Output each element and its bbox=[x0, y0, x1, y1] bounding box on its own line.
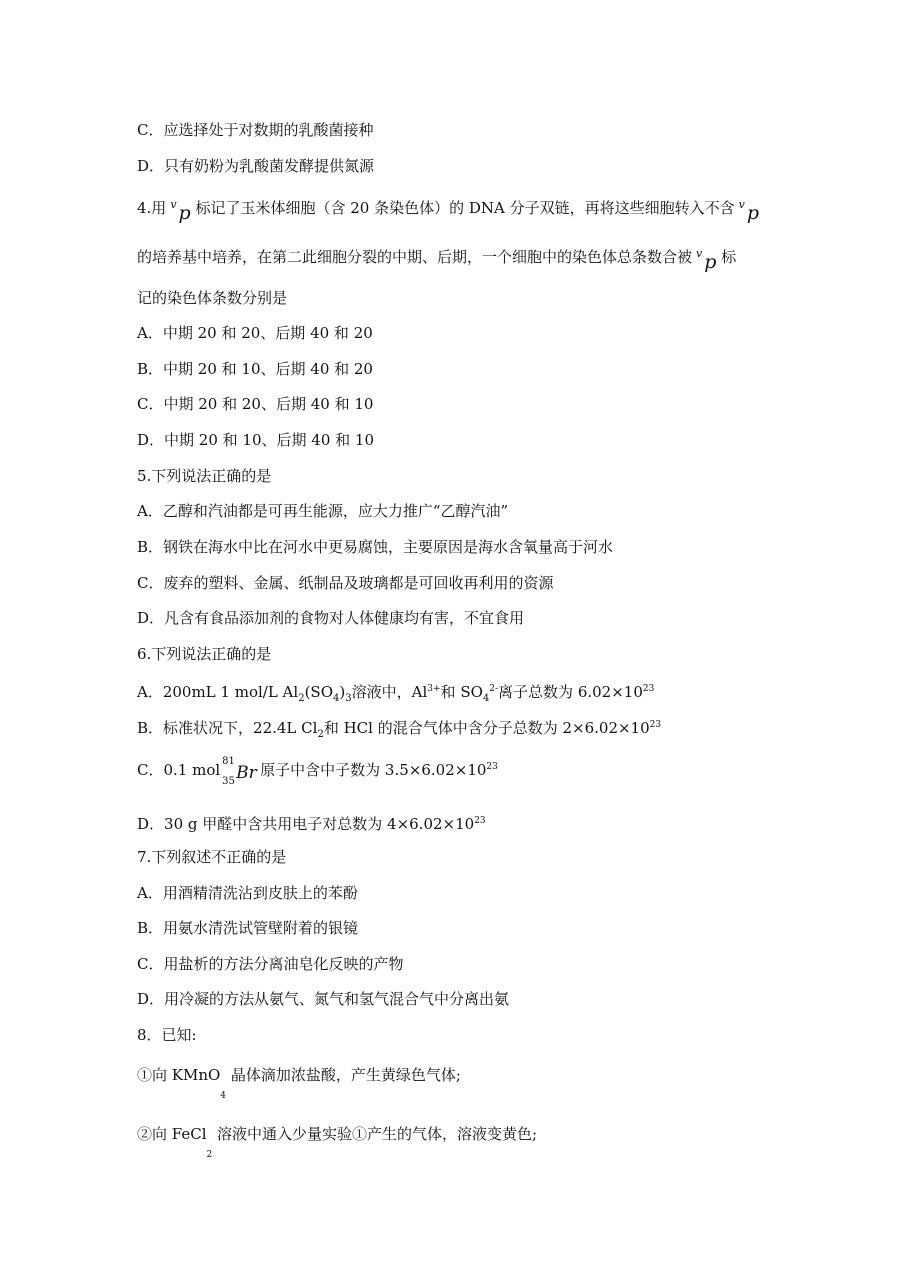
option-7c: C．用盐析的方法分离油皂化反映的产物 bbox=[137, 955, 404, 973]
question-8-statement-1: ①向 KMnO$_4$ 晶体滴加浓盐酸，产生黄绿色气体; bbox=[137, 1066, 461, 1101]
option-6a: A．200mL 1 mol/L $Al_2(SO_4)_3$溶液中，$Al^{3+}$和 $SO_4^{2-}$离子总数为 $6.02\times 10^{23}$ bbox=[137, 683, 655, 704]
question-4-line-3: 记的染色体条数分别是 bbox=[137, 289, 288, 307]
question-4-line-1: 4.用 $^v$ p 标记了玉米体细胞（含 20 条染色体）的 DNA 分子双链，再将这些细胞转入不含 $^v$ p bbox=[137, 198, 760, 224]
option-3c: C．应选择处于对数期的乳酸菌接种 bbox=[137, 121, 374, 139]
option-7d: D．用冷凝的方法从氨气、氮气和氢气混合气中分离出氨 bbox=[137, 990, 510, 1008]
question-8: 8．已知: bbox=[137, 1026, 197, 1044]
option-7b: B．用氨水清洗试管壁附着的银镜 bbox=[137, 919, 359, 937]
question-5: 5.下列说法正确的是 bbox=[137, 467, 272, 485]
option-3d: D．只有奶粉为乳酸菌发酵提供氮源 bbox=[137, 157, 375, 175]
question-7: 7.下列叙述不正确的是 bbox=[137, 848, 287, 866]
question-6: 6.下列说法正确的是 bbox=[137, 645, 272, 663]
option-4a: A．中期 20 和 20、后期 40 和 20 bbox=[137, 324, 373, 342]
option-4b: B．中期 20 和 10、后期 40 和 20 bbox=[137, 360, 373, 378]
option-5b: B．钢铁在海水中比在河水中更易腐蚀，主要原因是海水含氧量高于河水 bbox=[137, 538, 614, 556]
option-5c: C．废弃的塑料、金属、纸制品及玻璃都是可回收再利用的资源 bbox=[137, 574, 554, 592]
bromine-isotope: 81 35 Br bbox=[222, 756, 257, 787]
question-4-line-2: 的培养基中培养，在第二此细胞分裂的中期、后期，一个细胞中的染色体总条数合被 $^v$ p 标 bbox=[137, 247, 737, 273]
option-5d: D．凡含有食品添加剂的食物对人体健康均有害，不宜食用 bbox=[137, 609, 525, 627]
option-6b: B．标准状况下，22.4L $Cl_2$和 HCl 的混合气体中含分子总数为 $2\times 6.02\times 10^{23}$ bbox=[137, 719, 662, 740]
question-8-statement-2: ②向 FeCl$_2$ 溶液中通入少量实验①产生的气体，溶液变黄色; bbox=[137, 1125, 538, 1160]
option-4d: D．中期 20 和 10、后期 40 和 10 bbox=[137, 431, 374, 449]
option-6c: C．0.1 mol 81 35 Br 原子中含中子数为 $3.5\times 6.02\times 10^{23}$ bbox=[137, 756, 498, 787]
option-4c: C．中期 20 和 20、后期 40 和 10 bbox=[137, 395, 374, 413]
option-7a: A．用酒精清洗沾到皮肤上的苯酚 bbox=[137, 884, 358, 902]
option-5a: A．乙醇和汽油都是可再生能源，应大力推广“乙醇汽油” bbox=[137, 502, 509, 520]
option-6d: D．30 g 甲醛中含共用电子对总数为 $4\times 6.02\times 10^{23}$ bbox=[137, 815, 486, 833]
